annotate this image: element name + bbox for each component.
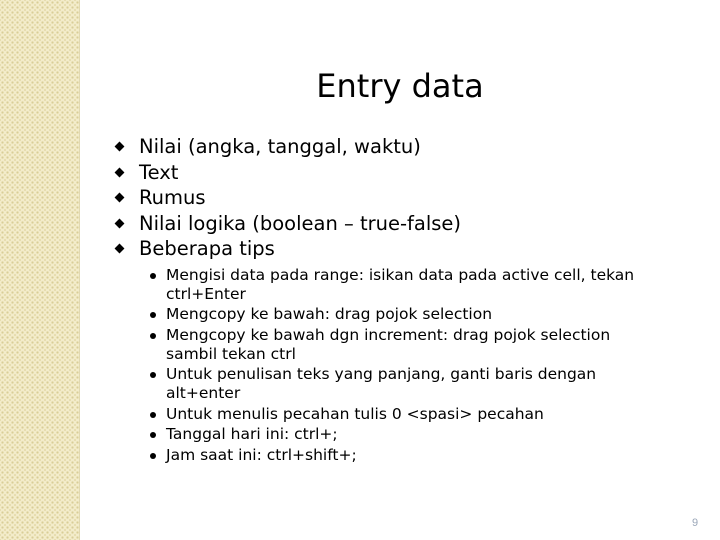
bullet-item-text: Text [139, 160, 179, 184]
bullet-item [112, 160, 692, 186]
tip-text: Mengcopy ke bawah: drag pojok selection [166, 305, 493, 324]
tip-item [139, 326, 666, 364]
bullet-item [112, 236, 692, 465]
diamond-bullet-icon [115, 193, 125, 203]
bullet-item [112, 185, 692, 211]
page-number: 9 [692, 517, 699, 529]
tip-text: Jam saat ini: ctrl+shift+; [166, 445, 357, 464]
tip-item [139, 305, 666, 324]
tip-item [139, 365, 666, 403]
diamond-bullet-icon [115, 218, 125, 228]
dot-bullet-icon [150, 432, 156, 438]
bullet-item-text: Beberapa tips [139, 237, 275, 261]
bullet-item-text: Nilai (angka, tanggal, waktu) [139, 135, 421, 158]
tip-item [139, 425, 666, 444]
dot-bullet-icon [150, 453, 156, 459]
main-bullet-list [112, 134, 692, 466]
tip-text: Untuk penulisan teks yang panjang, ganti baris dengan alt+enter [166, 365, 597, 403]
tips-sublist [139, 266, 692, 465]
tip-item [139, 405, 666, 424]
dot-bullet-icon [150, 412, 156, 418]
slide-title: Entry data [316, 67, 484, 105]
diamond-bullet-icon [115, 142, 125, 152]
bullet-item [112, 134, 692, 160]
tip-item [139, 446, 666, 465]
dot-bullet-icon [150, 333, 156, 339]
diamond-bullet-icon [115, 167, 125, 177]
bullet-item [112, 211, 692, 237]
tip-item [139, 266, 666, 304]
dot-bullet-icon [150, 372, 156, 378]
tip-text: Untuk menulis pecahan tulis 0 <spasi> pecahan [166, 404, 544, 423]
tip-text: Mengisi data pada range: isikan data pada active cell, tekan ctrl+Enter [166, 265, 635, 303]
bullet-item-text: Rumus [139, 186, 206, 210]
tip-text: Tanggal hari ini: ctrl+; [166, 425, 338, 444]
tip-text: Mengcopy ke bawah dgn increment: drag pojok selection sambil tekan ctrl [166, 325, 611, 363]
dot-bullet-icon [150, 273, 156, 279]
diamond-bullet-icon [115, 244, 125, 254]
bullet-item-text: Nilai logika (boolean – true-false) [139, 211, 461, 235]
decorative-side-pattern [0, 0, 79, 540]
dot-bullet-icon [150, 312, 156, 318]
